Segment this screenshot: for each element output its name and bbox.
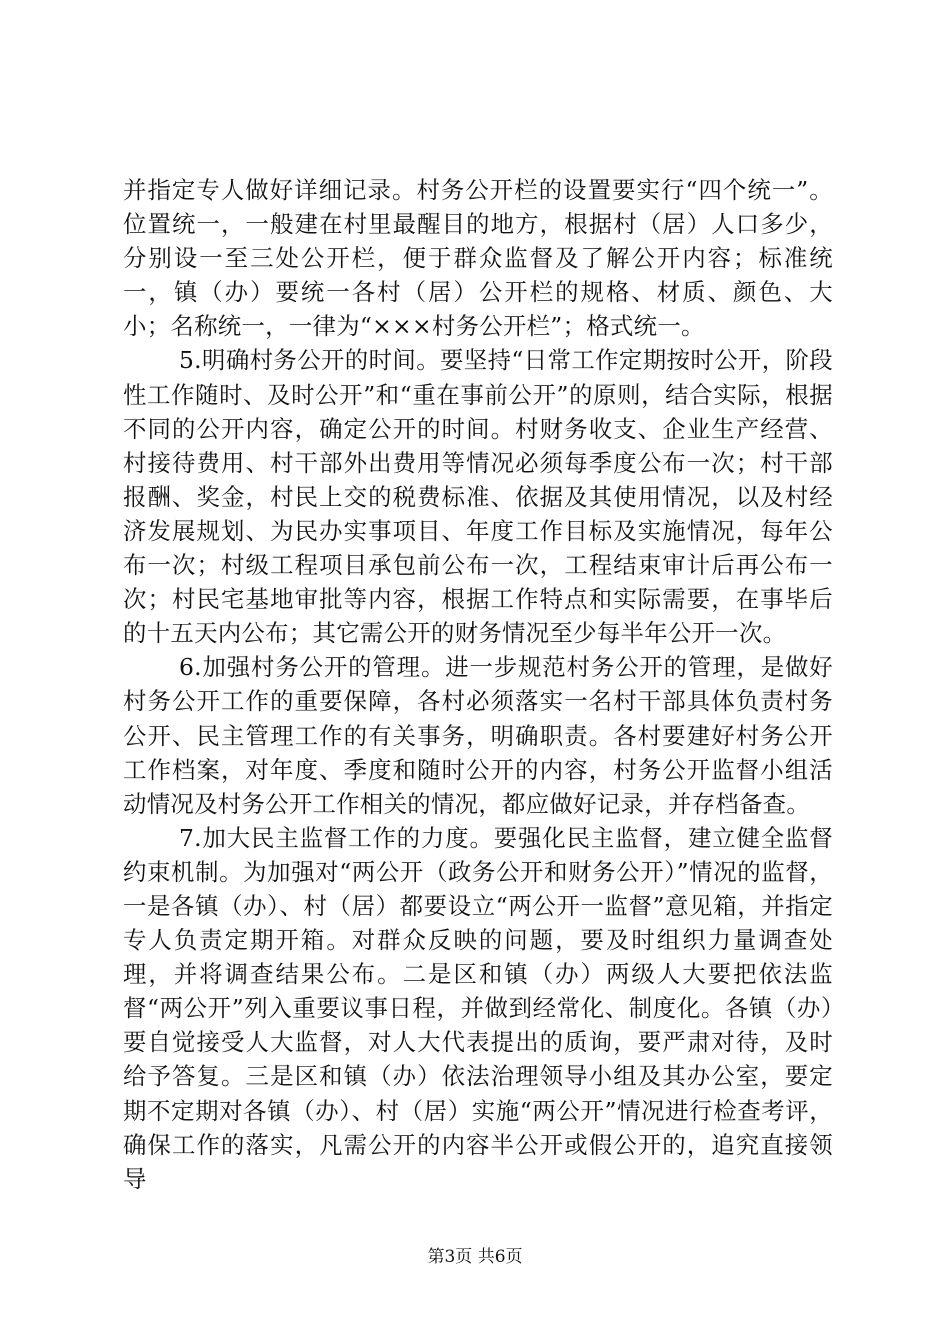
body-text [123,173,833,1196]
paragraph-item-7: 7.加大民主监督工作的力度。要强化民主监督，建立健全监督约束机制。为加强对“两公开（政务公开和财务公开）”情况的监督，一是各镇（办）、村（居）都要设立“两公开一监督”意见箱，并指定专人负责定期开箱。对群众反映的问题，要及时组织力量调查处理，并将调查结果公布。二是区和镇（办）两级人大要把依法监督“两公开”列入重要议事日程，并做到经常化、制度化。各镇（办）要自觉接受人大监督，对人大代表提出的质询，要严肃对待，及时给予答复。三是区和镇（办）依法治理领导小组及其办公室，要定期不定期对各镇（办）、村（居）实施“两公开”情况进行检查考评，确保工作的落实，凡需公开的内容半公开或假公开的，追究直接领导 [123,823,833,1193]
paragraph-item-5: 5.明确村务公开的时间。要坚持“日常工作定期按时公开，阶段性工作随时、及时公开”和“重在事前公开”的原则，结合实际，根据不同的公开内容，确定公开的时间。村财务收支、企业生产经营、村接待费用、村干部外出费用等情况必须每季度公布一次；村干部报酬、奖金，村民上交的税费标准、依据及其使用情况，以及村经济发展规划、为民办实事项目、年度工作目标及实施情况，每年公布一次；村级工程项目承包前公布一次，工程结束审计后再公布一次；村民宅基地审批等内容，根据工作特点和实际需要，在事毕后的十五天内公布；其它需公开的财务情况至少每半年公开一次。 [123,346,833,648]
paragraph-continuation: 并指定专人做好详细记录。村务公开栏的设置要实行“四个统一”。位置统一，一般建在村里最醒目的地方，根据村（居）人口多少，分别设一至三处公开栏，便于群众监督及了解公开内容；标准统一，镇（办）要统一各村（居）公开栏的规格、材质、颜色、大小；名称统一，一律为“×××村务公开栏”；格式统一。 [123,176,833,341]
page-number-footer: 第3页 共6页 [427,1247,523,1267]
paragraph-item-6: 6.加强村务公开的管理。进一步规范村务公开的管理，是做好村务公开工作的重要保障，各村必须落实一名村干部具体负责村务公开、民主管理工作的有关事务，明确职责。各村要建好村务公开工作档案，对年度、季度和随时公开的内容，村务公开监督小组活动情况及村务公开工作相关的情况，都应做好记录，并存档备查。 [123,653,833,818]
